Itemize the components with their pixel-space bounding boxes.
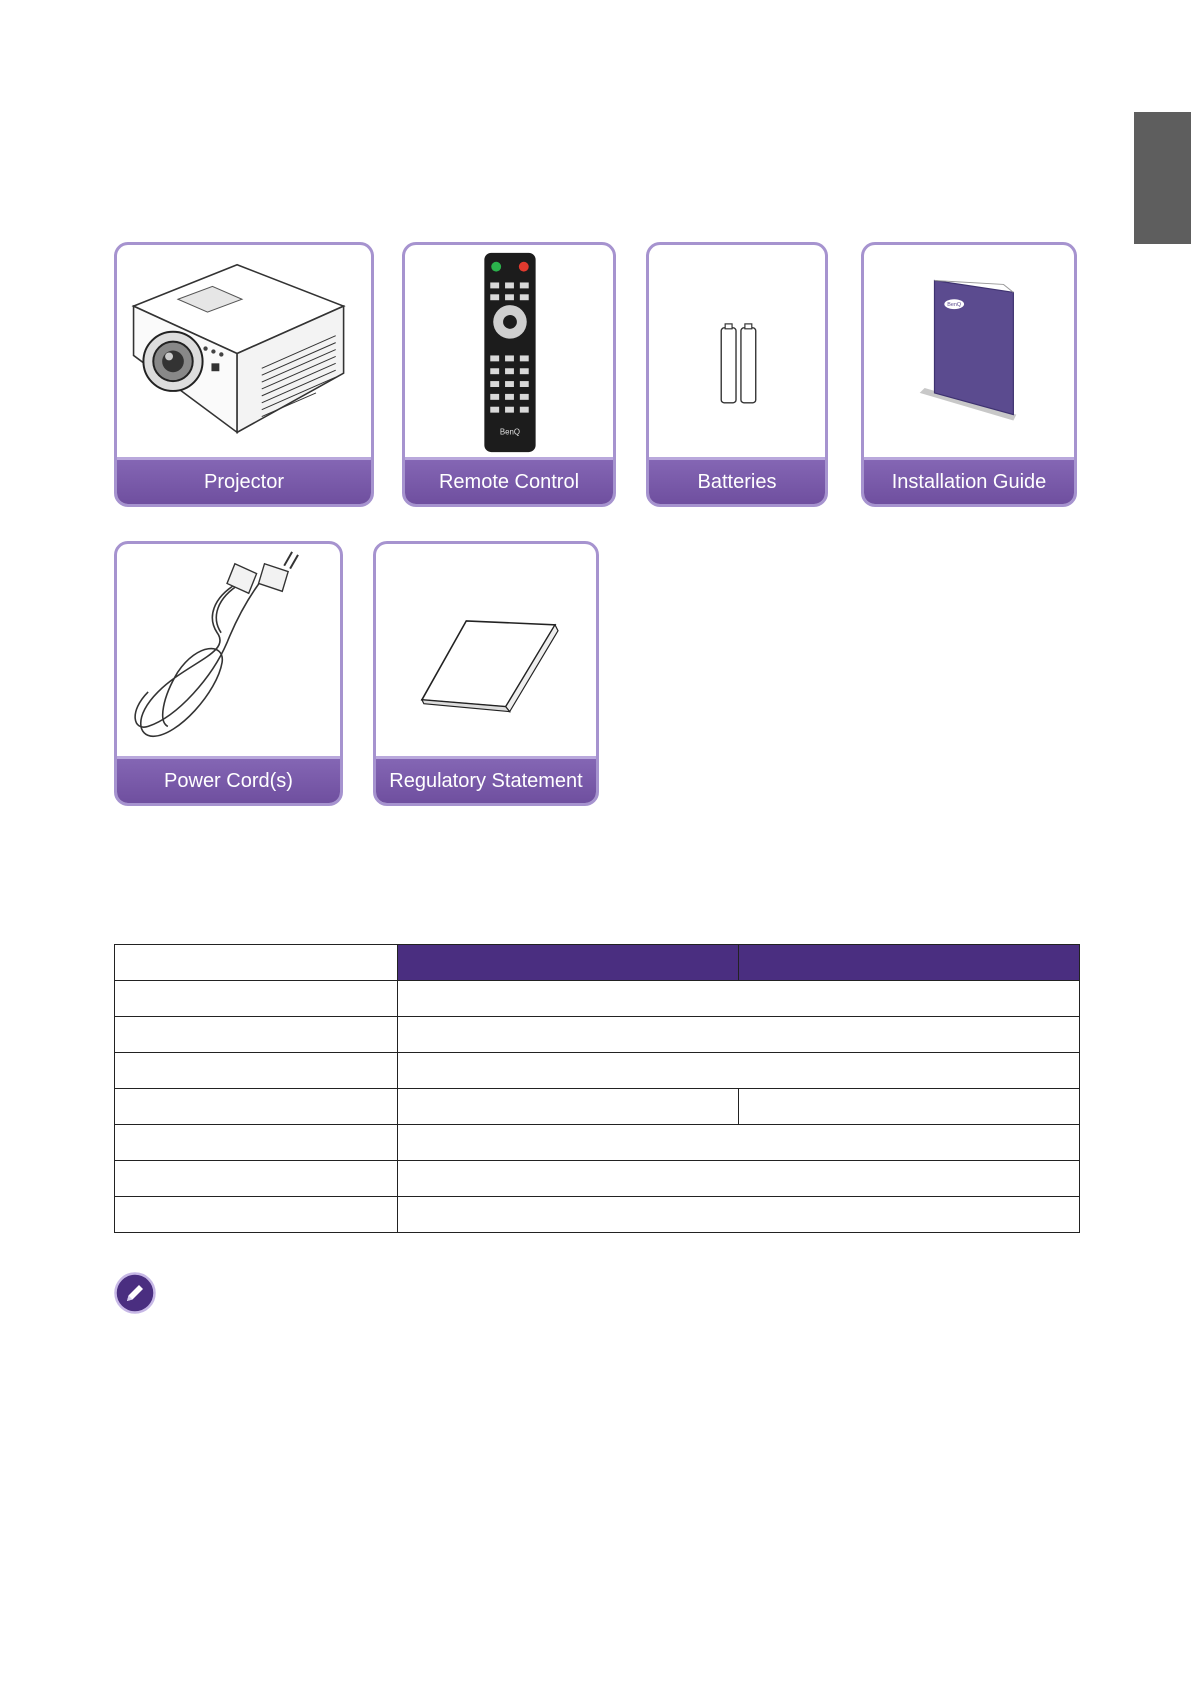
table-header-cell [398, 945, 739, 981]
item-card-regulatory-statement [373, 541, 599, 806]
table-cell [398, 1161, 1080, 1197]
table-cell [398, 1197, 1080, 1233]
projector-image [117, 245, 371, 458]
table-cell [115, 1053, 398, 1089]
item-label: Installation Guide [864, 457, 1074, 504]
spec-table [114, 944, 1080, 1233]
item-label: Projector [117, 457, 371, 504]
batteries-image [649, 245, 825, 458]
table-header-row [115, 945, 1080, 981]
table-row [115, 1089, 1080, 1125]
remote-brand: BenQ [499, 427, 521, 437]
table-row [115, 1197, 1080, 1233]
table-row [115, 1017, 1080, 1053]
table-row [115, 1161, 1080, 1197]
item-card-power-cord [114, 541, 343, 806]
item-card-projector [114, 242, 374, 507]
table-row [115, 1053, 1080, 1089]
table-cell [115, 1089, 398, 1125]
installation-guide-image [864, 245, 1074, 458]
table-cell [398, 1125, 1080, 1161]
pencil-icon [114, 1272, 156, 1314]
table-cell [398, 1017, 1080, 1053]
table-cell [398, 1089, 739, 1125]
remote-control-image [405, 245, 613, 458]
table-cell [398, 981, 1080, 1017]
table-cell [398, 1053, 1080, 1089]
table-cell [115, 1161, 398, 1197]
item-card-batteries [646, 242, 828, 507]
item-card-installation-guide [861, 242, 1077, 507]
item-label: Batteries [649, 457, 825, 504]
regulatory-statement-image [376, 544, 596, 757]
table-row [115, 1125, 1080, 1161]
table-cell [115, 1125, 398, 1161]
table-header-cell [739, 945, 1080, 981]
table-cell [115, 981, 398, 1017]
item-label: Power Cord(s) [117, 756, 340, 803]
item-label: Regulatory Statement [376, 756, 596, 803]
table-header-cell [115, 945, 398, 981]
item-label: Remote Control [405, 457, 613, 504]
table-row [115, 981, 1080, 1017]
table-cell [115, 1197, 398, 1233]
table-cell [115, 1017, 398, 1053]
item-card-remote-control [402, 242, 616, 507]
guide-brand: BenQ [947, 302, 962, 309]
table-cell [739, 1089, 1080, 1125]
chapter-tab [1134, 112, 1191, 244]
power-cord-image [117, 544, 340, 757]
